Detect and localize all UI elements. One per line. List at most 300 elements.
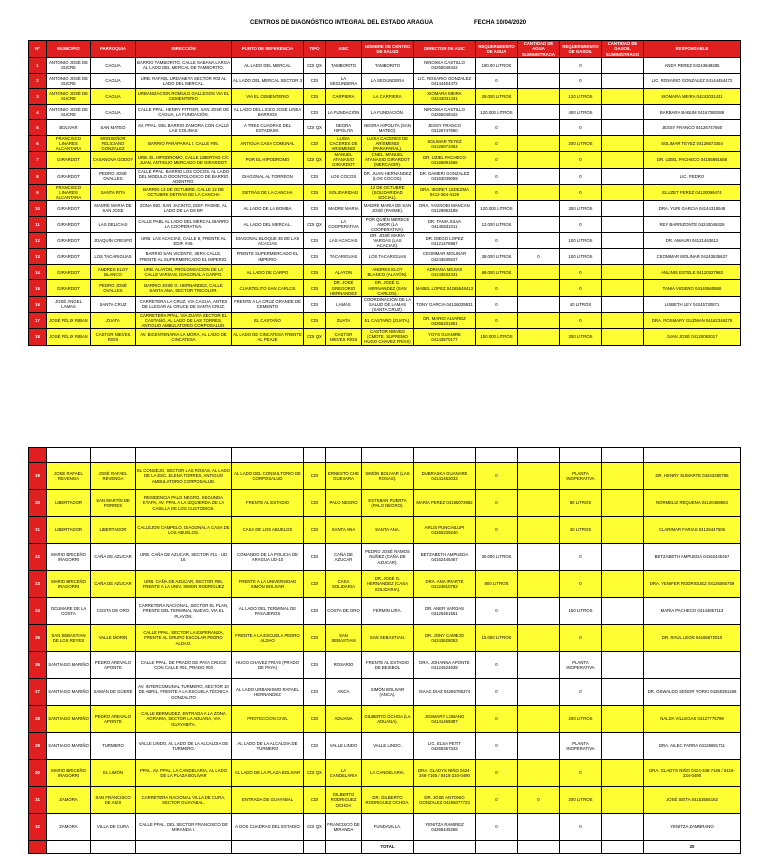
table-cell: 0	[476, 296, 518, 312]
row-number: 14	[29, 264, 47, 280]
table-cell	[518, 814, 560, 841]
table-cell	[518, 120, 560, 136]
table-row	[29, 814, 741, 841]
table-cell: PLANTA INOPERATIVA	[560, 652, 602, 679]
table-cell: ANTONIO JOSÉ DE SUCRE	[47, 104, 91, 120]
table-cell: FERMIN LIRA.	[362, 598, 414, 625]
table-cell: 0	[476, 814, 518, 841]
column-header: DIRECTOR DE ASIC	[414, 41, 476, 58]
table-cell: ANTONIO JOSÉ DE SUCRE	[47, 58, 91, 74]
table-cell: SANTIAGO MARIÑO	[47, 652, 91, 679]
table-cell: DR. JOSE ANTONIO GONZALEZ 04265077723	[414, 787, 476, 814]
table-cell: ALAYON	[326, 264, 362, 280]
table-cell: LIC. ROSARIO GONZALEZ 04144454472	[644, 73, 741, 89]
column-header: PARROQUIA	[91, 41, 136, 58]
table-cell: COORDINACIÓN DE LA SALUD DE LAMAS (SANTA CRUZ).	[362, 296, 414, 312]
table-cell: HUGO CHAVEZ FRÍAS (PRADO DE PAYA)	[232, 652, 304, 679]
table-cell: DIAGONAL AL TORREON	[232, 168, 304, 184]
table-cell: CASTOR NIEVES RÍOS	[326, 329, 362, 345]
table-cell: 100 LITROS	[560, 249, 602, 265]
table-cell: DR. RAUL LEON 04166672010	[644, 625, 741, 652]
table-cell	[91, 841, 136, 854]
table-cell: CAGUA	[91, 104, 136, 120]
table-cell: AV. INTERCOMUNAL TURMERO, SECTOR 10 DE ABRIL, FRENTE A LA ESCUELA TÉCNICA GONZALITO	[136, 679, 232, 706]
table-cell: ERNESTO CHE GUEVARA	[326, 463, 362, 490]
table-cell: JESSY FRANCO 04126747660	[644, 120, 741, 136]
table-cell: NORMELIZ REQUENA 04120489553	[644, 490, 741, 517]
table-cell: GILBERTO RODRIGUEZ OCHOA	[326, 787, 362, 814]
table-cell	[602, 841, 644, 854]
table-row	[29, 313, 741, 329]
table-cell	[602, 490, 644, 517]
table-cell: 0	[476, 787, 518, 814]
table-cell: TONY GARCIA 04126039831	[414, 296, 476, 312]
row-number: 2	[29, 73, 47, 89]
row-number: 31	[29, 787, 47, 814]
table-cell: GIRARDOT	[47, 201, 91, 217]
table-cell: DRA. YENIFER RODRIGUEZ 04126065759	[644, 571, 741, 598]
table-cell: LIC. ROSARIO GONZALEZ 04144454472	[414, 73, 476, 89]
table-cell: CDI QX	[304, 58, 326, 74]
total-value: 20	[644, 841, 741, 854]
table-cell	[91, 448, 136, 463]
table-cell: 0	[560, 120, 602, 136]
table-cell: SIMÓN BOLIVAR (LAS ROSAS).	[362, 463, 414, 490]
table-cell: LOS COCOS	[326, 168, 362, 184]
table-cell: DR. JOSÉ MARIA VARGAS (LAS ACACIAS).	[362, 232, 414, 248]
table-cell: PEDRO JOSÉ OVALLES	[91, 280, 136, 296]
table-cell: EL CASTAÑO	[232, 313, 304, 329]
table-cell: POR EL HIPODROMO	[232, 152, 304, 168]
table-cell: LUISA CACERES DE ARISMENDI (PARAPARAL).	[362, 135, 414, 151]
table-cell: LIC. PEDRO	[644, 168, 741, 184]
table-cell: GILBERTO OCHOA (LA ADUANA).	[362, 706, 414, 733]
table-cell: ZONA IND. SAN JACINTO, EDIF. PASME, AL LADO DE LA DS BP.	[136, 201, 232, 217]
table-cell: DRA. GLADYS NIÑO 0424-346-7165 / 0416-234-0490	[414, 760, 476, 787]
table-cell: SANTA CRUZ	[91, 296, 136, 312]
row-number: 30	[29, 760, 47, 787]
table-cell: JOSÉ RAFAEL REVENGA	[91, 463, 136, 490]
table-cell: ELUZET PEREZ 04120099474	[644, 184, 741, 200]
table-cell: 0	[476, 184, 518, 200]
table-cell	[518, 135, 560, 151]
table-cell: URBANIZACION ROMULO GALLEGOS VIA EL CEMENTERIO	[136, 89, 232, 105]
table-cell: CDI	[304, 571, 326, 598]
table-header-row	[29, 41, 741, 58]
table-cell: NINOSKA CASTILLO 04265048442	[414, 104, 476, 120]
table-cell: SAN SEBASTIAN	[326, 625, 362, 652]
table-cell	[29, 841, 47, 854]
table-cell: MARIO BRICEÑO IRAGORRI	[47, 571, 91, 598]
table-cell	[518, 448, 560, 463]
table-cell: POR QUIÉN MERECE AMOR (LA COOPERATIVA).	[362, 216, 414, 232]
table-cell: 0	[476, 280, 518, 296]
table-cell: CDI	[304, 313, 326, 329]
table-cell	[602, 787, 644, 814]
table-cell: A TRES CUADRAS DEL ESTADIUM.	[232, 120, 304, 136]
table-cell: BARRIO SAN VICENTE, 3ERA CALLE, FRENTE AL SUPERMERCADO EL IMPERIO.	[136, 249, 232, 265]
table-cell: 200 LITROS	[560, 706, 602, 733]
table-cell	[602, 73, 644, 89]
table-cell: MONSEÑOR FELICIANO GONZALEZ	[91, 135, 136, 151]
row-number: 8	[29, 168, 47, 184]
table-cell: CDI	[304, 296, 326, 312]
table-cell: GIRARDOT	[47, 168, 91, 184]
table-cell	[560, 448, 602, 463]
table-row	[29, 598, 741, 625]
table-cell: 0	[560, 313, 602, 329]
table-row	[29, 135, 741, 151]
table-cell	[602, 120, 644, 136]
table-cell: A DOS CUADRAS DEL ESTADIO	[232, 814, 304, 841]
table-cell: SAMÁN DE GÜERE	[91, 679, 136, 706]
table-cell: YENITZA RAMIREZ 04265445268	[414, 814, 476, 841]
row-number: 17	[29, 313, 47, 329]
table-cell: 150.000 LITROS	[476, 329, 518, 345]
row-number: 27	[29, 679, 47, 706]
table-cell: FRENTE A LA UNIVERSIDAD SIMÓN BOLIVAR	[232, 571, 304, 598]
table-cell: COSTA DE ORO	[326, 598, 362, 625]
table-cell: ANDRES ELOY BLANCO (ALAYÓN).	[362, 264, 414, 280]
table-row	[29, 571, 741, 598]
table-cell	[518, 201, 560, 217]
table-cell: BARBARA BABUM 04167080089	[644, 104, 741, 120]
row-number: 3	[29, 89, 47, 105]
table-cell	[518, 216, 560, 232]
table-cell: 100 LITROS	[560, 232, 602, 248]
table-cell: RESIDENCIA PALO NEGRO, SEGUNDA ETAPA, AV. PPAL A LA IZQUIERDA DE LA CASILLA DE LOS CUSTODIOS.	[136, 490, 232, 517]
table-row	[29, 490, 741, 517]
table-cell: CALLE PPAL. DEL SECTOR FRANCISCO DE MIRANDA I.	[136, 814, 232, 841]
table-cell	[602, 544, 644, 571]
table-cell: JOSÉ FÉLIX RIBAS	[47, 329, 91, 345]
table-cell: SANTA ANA	[326, 517, 362, 544]
table-cell: XIOMARA MEIRA 04243031431	[414, 89, 476, 105]
table-cell: DRA. GLADYS NIÑO 0424-346-7165 / 0416-234-0490	[644, 760, 741, 787]
table-cell: CDI	[304, 280, 326, 296]
table-cell	[518, 463, 560, 490]
table-cell	[47, 841, 91, 854]
table-cell: CDI	[304, 232, 326, 248]
table-cell: DR. JOSÉ GREGORIO HERNANDEZ	[326, 280, 362, 296]
table-cell: CALLE PPAL. SECTOR LA ESPERANZA, FRENTE AL GRUPO ESCOLAR PEDRO ALDAO.	[136, 625, 232, 652]
table-cell: CUARTELITO SAN CARLOS	[232, 280, 304, 296]
table-cell: PPAL. AV. PPAL. LA CANDELARIA, AL LADO DE LA PLAZA BOLIVAR	[136, 760, 232, 787]
table-cell	[602, 329, 644, 345]
table-cell: SIMÓN BOLIVAR (ANCA).	[362, 679, 414, 706]
table-cell: GIRARDOT	[47, 264, 91, 280]
table-cell	[518, 104, 560, 120]
table-row	[29, 625, 741, 652]
table-cell: ESTEBAN PUERTA (PALO NEGRO).	[362, 490, 414, 517]
table-cell	[518, 73, 560, 89]
table-cell: 0	[476, 706, 518, 733]
table-cell: CDI	[304, 201, 326, 217]
table-cell	[518, 313, 560, 329]
table-cell: TANIA VIGIERO 04140560886	[644, 280, 741, 296]
table-cell: FRENTE A LA ESCUELA PEDRO ALDAO	[232, 625, 304, 652]
table-cell	[602, 104, 644, 120]
row-number: 1	[29, 58, 47, 74]
table-cell: SAN SEBASTIAN.	[362, 625, 414, 652]
table-cell: 120 LITROS	[560, 89, 602, 105]
table-cell: 40 LITROS	[560, 296, 602, 312]
table-cell: CDI	[304, 733, 326, 760]
table-cell: JOSÉ RAFAEL REVENGA	[47, 463, 91, 490]
table-cell	[414, 448, 476, 463]
table-cell: OCUMARE DE LA COSTA	[47, 598, 91, 625]
row-number: 9	[29, 184, 47, 200]
table-cell: FRENTE AL ESTADIO	[232, 490, 304, 517]
table-row	[29, 329, 741, 345]
table-cell: 0	[476, 598, 518, 625]
table-cell: SAN FRANCISCO DE ASÍS	[91, 787, 136, 814]
table-cell: NEGRA HIPOLITA (SAN MATEO).	[362, 120, 414, 136]
table-cell	[326, 841, 362, 854]
table-cell: LIBERTADOR	[91, 517, 136, 544]
row-number: 16	[29, 296, 47, 312]
column-header: TIPO	[304, 41, 326, 58]
table-row	[29, 216, 741, 232]
table-cell: 0	[560, 625, 602, 652]
table-cell: LA SEGUNDERA	[362, 73, 414, 89]
table-row	[29, 264, 741, 280]
table-cell: REY BARRIZONTE 04243049326	[644, 216, 741, 232]
row-number: 10	[29, 201, 47, 217]
table-cell: FRENTE AL ESTADIO DE BEISBOL	[362, 652, 414, 679]
column-header: CANTIDAD DE GASOIL SUMINISTRADO	[602, 41, 644, 58]
table-cell: SOLIMAR TEYEZ 04126673454	[644, 135, 741, 151]
table-cell: CDI	[304, 517, 326, 544]
table-cell: LA FUNDACIÓN	[326, 104, 362, 120]
table-cell	[602, 58, 644, 74]
table-cell: 0	[560, 216, 602, 232]
table-cell: ZUATA	[326, 313, 362, 329]
table-cell: URB. EL HIPODROMO, CALLE LIBERTAD C/C JUAN, ANTIGUO MERCADO DE GIRARDOT.	[136, 152, 232, 168]
table-cell: 0	[476, 135, 518, 151]
table-cell: ZUATA	[91, 313, 136, 329]
table-cell: LA CANDELARIA	[326, 760, 362, 787]
table-cell: ANTONIO JOSÉ DE SUCRE	[47, 73, 91, 89]
table-cell	[518, 733, 560, 760]
table-cell: 0	[476, 733, 518, 760]
table-cell: URB. ALAYON, PROLONGACION DE LA CALLE VARGAS, DIAGONAL A CARPO.	[136, 264, 232, 280]
table-cell: 0	[476, 760, 518, 787]
cdi-table-bottom	[28, 447, 741, 854]
table-cell: CDI	[304, 490, 326, 517]
table-cell: CLARIMAR FARIAS 04126447506	[644, 517, 741, 544]
table-cell	[29, 448, 47, 463]
table-cell: DRA. ROSMARY GUZMAN 04162346279	[644, 313, 741, 329]
table-cell: SAN MATEO	[91, 120, 136, 136]
table-cell: 180.00 LITROS	[476, 58, 518, 74]
table-cell	[304, 448, 326, 463]
table-cell: MARIA PEREZ 04165072952	[414, 490, 476, 517]
table-cell: CDI QX	[304, 152, 326, 168]
table-cell: AL LADO DEL LICEO JOSÉ LINEA BARRIOS	[232, 104, 304, 120]
table-cell: AV. PPAL. DEL BARRIO ZAMORA CON CALLE LAS COLINAS	[136, 120, 232, 136]
column-header: REQUERIMIENTO DE AGUA	[476, 41, 518, 58]
table-cell	[518, 652, 560, 679]
table-cell: 0	[560, 152, 602, 168]
table-cell: 0	[476, 490, 518, 517]
table-cell: 30.000 LITROS	[476, 544, 518, 571]
column-header: DIRECCIÓN	[136, 41, 232, 58]
table-cell: DR. TANIA SILVA 04146531011	[414, 216, 476, 232]
table-cell: FRANCISCO LINARES ALCANTARA	[47, 184, 91, 200]
table-cell: 400 LITROS	[560, 104, 602, 120]
row-number: 20	[29, 490, 47, 517]
table-cell: CDI QX	[304, 814, 326, 841]
table-cell: ANCA	[326, 679, 362, 706]
table-cell	[560, 841, 602, 854]
column-header: REQUERIMIENTO DE GASOIL	[560, 41, 602, 58]
table-cell: JUAN JOSÉ 04120093017	[644, 329, 741, 345]
table-cell: CDI	[304, 463, 326, 490]
table-row	[29, 517, 741, 544]
table-cell	[602, 733, 644, 760]
table-cell: DR. GILBERTO RODRIGUEZ OCHOA.	[362, 787, 414, 814]
table-cell	[518, 232, 560, 248]
row-number: 5	[29, 120, 47, 136]
table-cell: CAGUA	[91, 89, 136, 105]
table-cell: CAÑA DE AZUCAR	[326, 544, 362, 571]
table-cell: 120.000 LITROS	[476, 201, 518, 217]
table-cell: JOSMARY LOBANO 04141469387	[414, 706, 476, 733]
row-number: 23	[29, 571, 47, 598]
table-cell: 0	[476, 152, 518, 168]
table-cell: VALLE LINDO, AL LADO DE LA ALCALDIA DE TURMERO.	[136, 733, 232, 760]
table-cell: LA FUNDACIÓN.	[362, 104, 414, 120]
table-cell: ISAAC DIAZ 04265785374	[414, 679, 476, 706]
table-cell: CDI	[304, 73, 326, 89]
table-cell: 0	[560, 264, 602, 280]
table-cell: CARRETERA NACIONAL VILLA DE CURA, SECTOR GUAYABAL.	[136, 787, 232, 814]
table-row	[29, 201, 741, 217]
table-cell	[232, 841, 304, 854]
table-cell: CDI	[304, 264, 326, 280]
table-cell	[602, 249, 644, 265]
total-label: TOTAL	[362, 841, 414, 854]
table-cell: LOS TACARIGUAS	[362, 249, 414, 265]
table-cell	[518, 625, 560, 652]
table-cell: CDI	[304, 679, 326, 706]
row-number: 24	[29, 598, 47, 625]
table-cell: ANTIGUA CASA COMUNAL	[232, 135, 304, 151]
table-cell: ADUANA	[326, 706, 362, 733]
table-cell: PEDRO AREVALO APONTE	[91, 652, 136, 679]
table-cell	[602, 706, 644, 733]
table-cell: MARIO BRICEÑO IRAGORRI	[47, 760, 91, 787]
table-cell: JOSÉ FÉLIX RIBAS	[47, 313, 91, 329]
column-header: NOMBRE DE CENTRO DE SALUD	[362, 41, 414, 58]
table-cell: 15.000 LITROS	[476, 625, 518, 652]
table-cell: CALLEJON CAMPELO, DIAGONAL A CASA DE LOS ABUELOS.	[136, 517, 232, 544]
table-cell: CDI	[304, 168, 326, 184]
table-cell: PROTECCION CIVIL	[232, 706, 304, 733]
table-cell: PLANTA INOPERATIVA	[560, 733, 602, 760]
table-cell: TAMBORITO	[326, 58, 362, 74]
table-cell: 200 LITROS	[560, 135, 602, 151]
table-cell	[602, 463, 644, 490]
row-number: 4	[29, 104, 47, 120]
table-cell: LISBETH LEY 04245730871	[644, 296, 741, 312]
table-cell: NALDA VILLEGAS 04127776799	[644, 706, 741, 733]
table-cell	[602, 571, 644, 598]
page-title: CENTROS DE DIAGNÓSTICO INTEGRAL DEL ESTADO ARAGUA	[250, 20, 434, 26]
table-cell: GIRARDOT	[47, 280, 91, 296]
table-cell	[602, 313, 644, 329]
table-cell: PEDRO AREVALO APONTE	[91, 706, 136, 733]
table-cell: VIA EL CEMENTERIO	[232, 89, 304, 105]
table-cell: SANTA RITA	[91, 184, 136, 200]
table-cell: CAÑA DE AZUCAR	[91, 544, 136, 571]
table-cell: DR. MARIO ALVAREZ 04265331861	[414, 313, 476, 329]
table-cell: BARRIO JOSÉ G. HERNANDEZ, CALLE SANTA ANA, SECTOR TRICOLOR.	[136, 280, 232, 296]
table-cell: CASTOR NIEVES (CMDTE. SUPREMO HUGO CHAVEZ FRÍAS)	[362, 329, 414, 345]
table-cell: JESSY FRANCO 04126747660	[414, 120, 476, 136]
table-cell: CDI	[304, 598, 326, 625]
table-row	[29, 152, 741, 168]
table-cell: URB. RAFAEL URDANETA SECTOR #03 AL LADO DEL MERCAL.	[136, 73, 232, 89]
table-cell: DRA. YURI GARCIA 04144318548	[644, 201, 741, 217]
table-cell: DR. DIEGO LOPEZ 04121478867	[414, 232, 476, 248]
table-cell: XIOMARA MEIRA 04243031431	[644, 89, 741, 105]
table-cell: DR. ANER VARGAS 04126451551	[414, 598, 476, 625]
table-cell: 0	[560, 544, 602, 571]
table-cell: CDI	[304, 652, 326, 679]
table-cell: LIBERTADOR	[47, 517, 91, 544]
table-cell: MARIO BRICEÑO IRAGORRI	[47, 544, 91, 571]
table-cell: 0	[560, 280, 602, 296]
cdi-table-top	[28, 40, 741, 346]
table-cell: LAS ACACIAS	[326, 232, 362, 248]
table-cell	[602, 679, 644, 706]
table-cell: CARRETERA NACIONAL, SECTOR EL PLAN, FRENTE DEL TERMINAL NUEVO, VIA EL PLAYÓN.	[136, 598, 232, 625]
table-cell: CDI	[304, 184, 326, 200]
column-header: ASIC	[326, 41, 362, 58]
table-row	[29, 733, 741, 760]
table-cell: DR. HENRY SUMARTE 04243280795	[644, 463, 741, 490]
table-cell: CNEL. MANUEL ATANASIO GIRARDOT (MERCAGIR).	[362, 152, 414, 168]
table-cell: 12.000 LITROS	[476, 216, 518, 232]
table-cell: CARRETERA PPAL. VIA ZUATA SECTOR EL CASTAÑO, AL LADO DE LAS TORRES, ANTIGUO AMBULATORIO CORPOSALUD.	[136, 313, 232, 329]
table-cell	[644, 448, 741, 463]
table-cell: 0	[560, 760, 602, 787]
table-cell: LOS TACARIGUAS	[91, 249, 136, 265]
row-number: 12	[29, 232, 47, 248]
column-header: RESPONSABLE	[644, 41, 741, 58]
table-cell: VILLA DE CURA	[91, 814, 136, 841]
table-cell: YOYS GUANIRE 04143570177	[414, 329, 476, 345]
table-cell: 300 LITROS	[560, 201, 602, 217]
table-cell: FRENTE A LA CRUZ GRANDE DE CEMENTO	[232, 296, 304, 312]
table-cell: DR. UZIEL PACHECO 04165891656	[644, 152, 741, 168]
table-cell: 38.000 LITROS	[476, 249, 518, 265]
total-row	[29, 841, 741, 854]
table-cell: BARRIO PARAPARAL I, CALLE #05.	[136, 135, 232, 151]
table-cell: AL LADO DE LA ALCALDIA DE TURMERO	[232, 733, 304, 760]
table-cell: ROSARIO	[326, 652, 362, 679]
table-cell	[602, 280, 644, 296]
table-cell	[602, 232, 644, 248]
table-cell: CARRETERA LA CRUZ, VIA CAGUA, ANTES DE LLEGAR AL CRUCE DE SANTA CRUZ.	[136, 296, 232, 312]
table-cell	[602, 152, 644, 168]
column-header: MUNICIPIO	[47, 41, 91, 58]
table-cell: CDI QX	[304, 120, 326, 136]
table-cell: EL CASTAÑO (ZUATA).	[362, 313, 414, 329]
table-cell: EL LIMÓN	[91, 760, 136, 787]
